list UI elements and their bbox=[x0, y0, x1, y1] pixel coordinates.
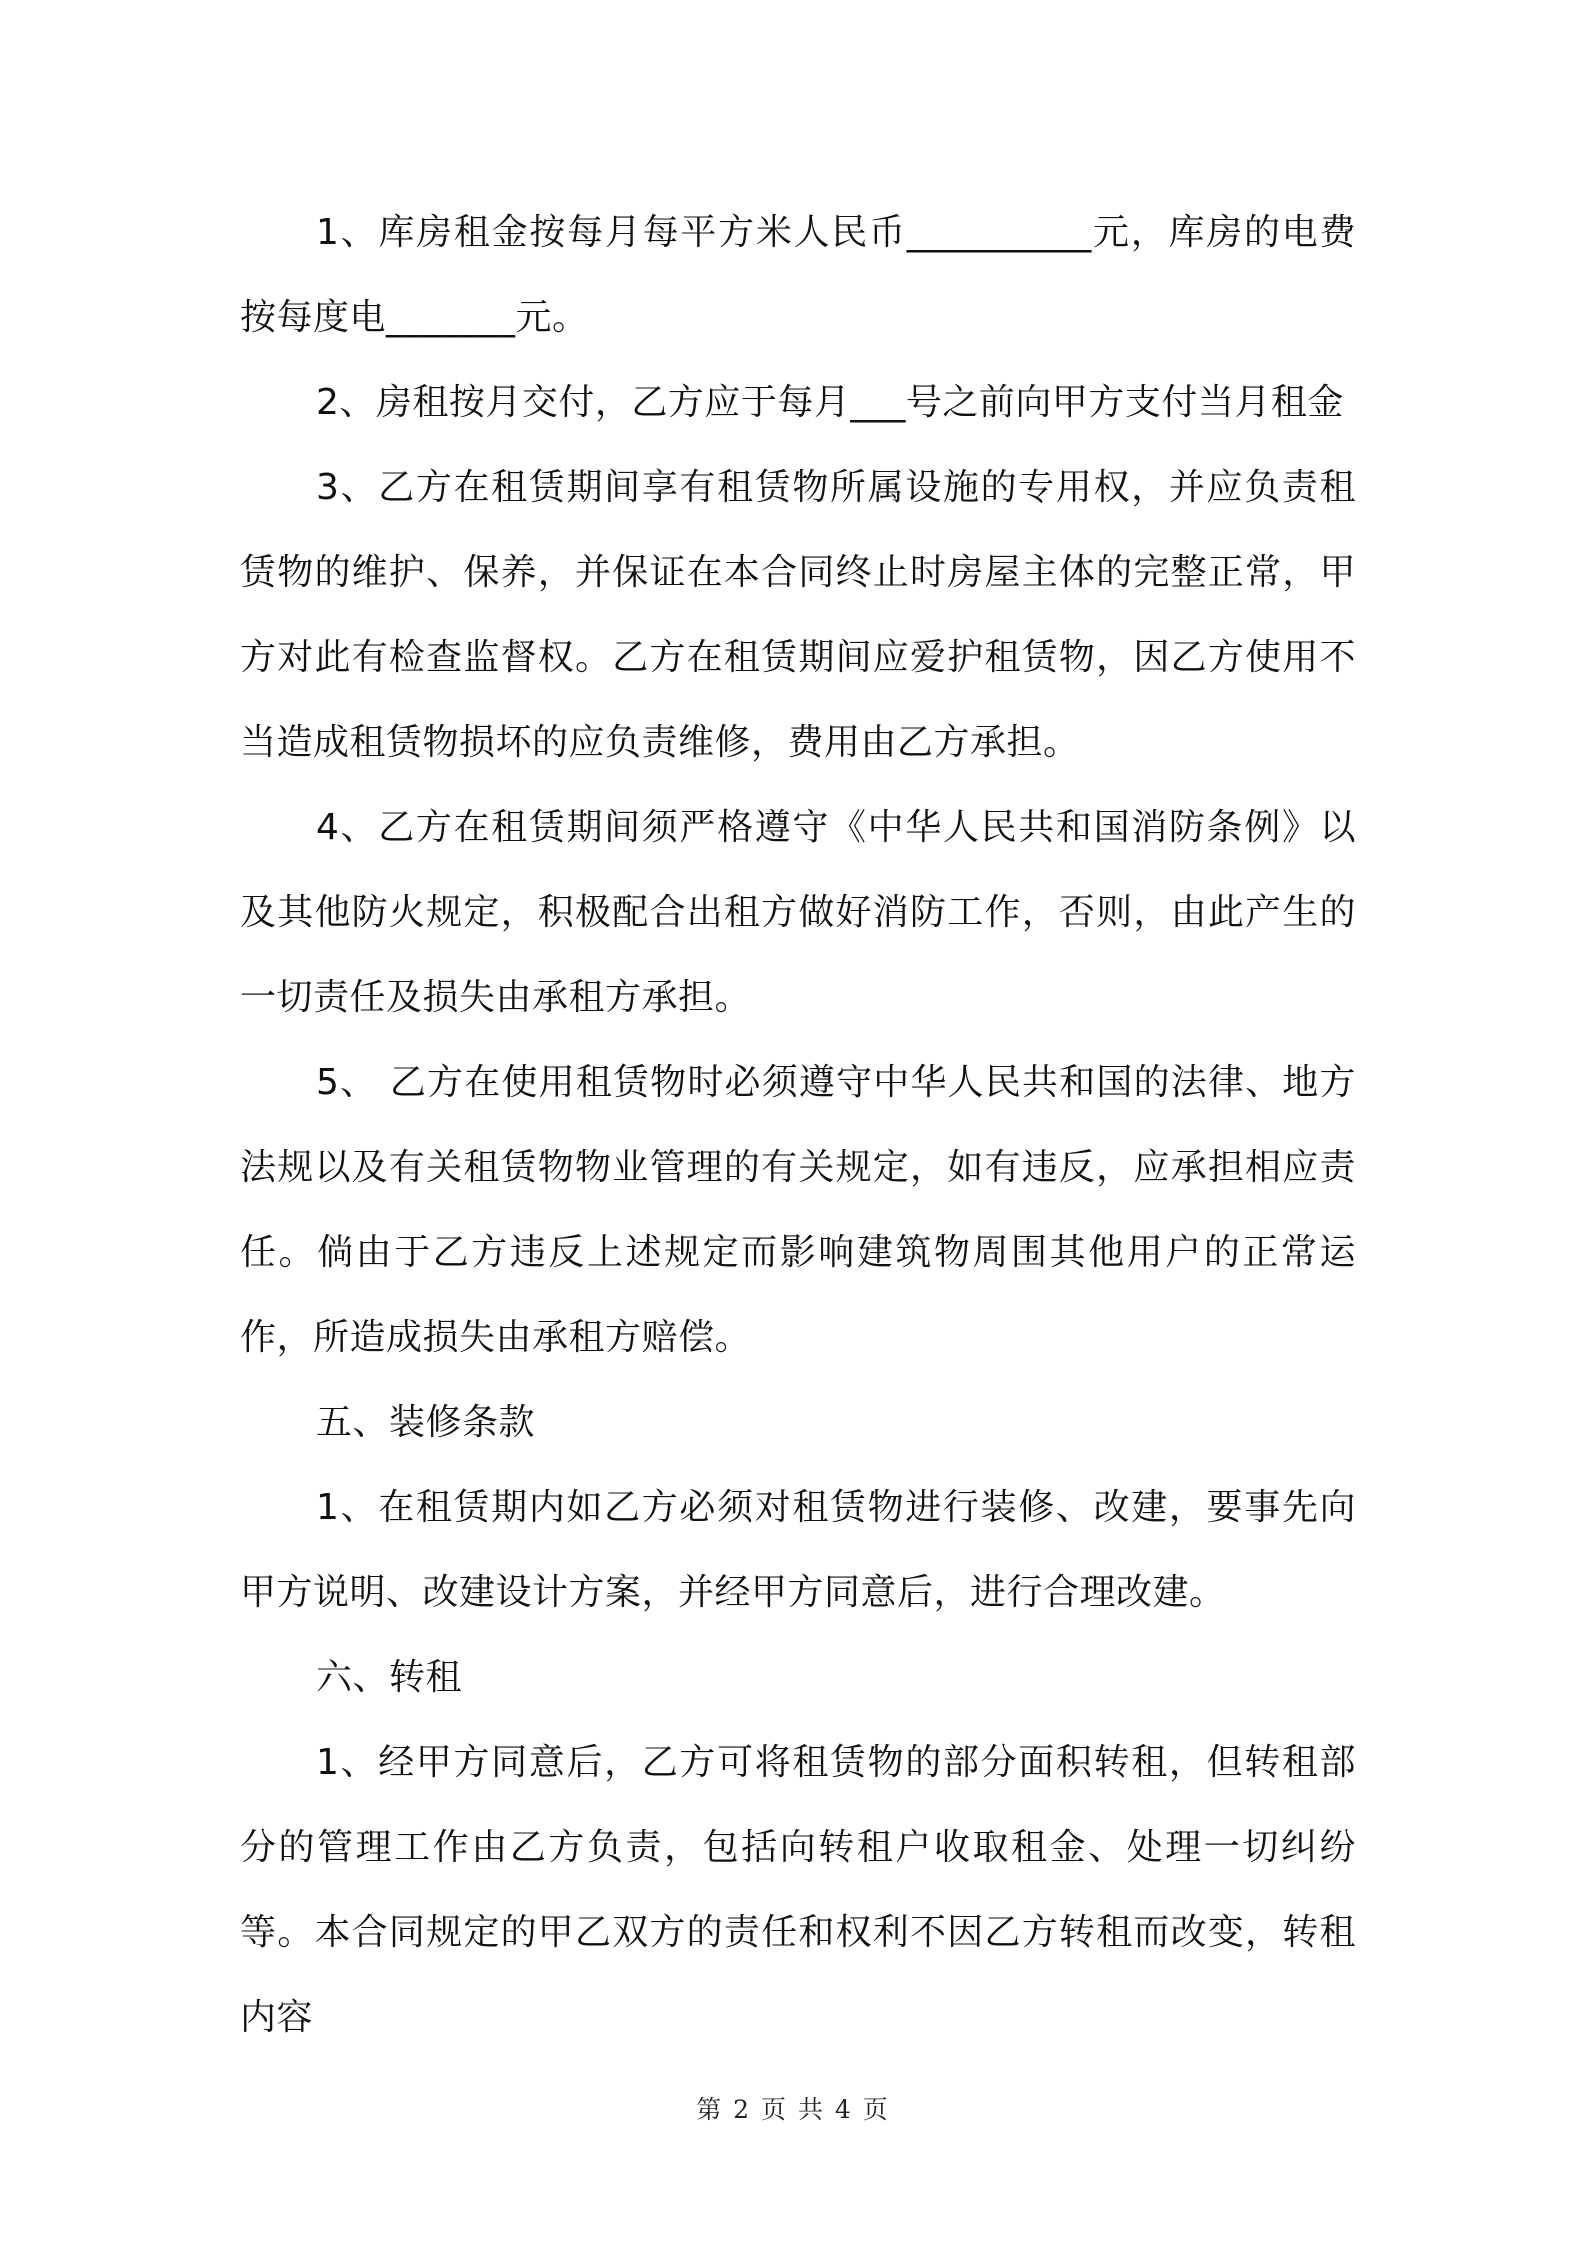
clause-legal-compliance: 5、 乙方在使用租赁物时必须遵守中华人民共和国的法律、地方法规以及有关租赁物物业管理的有关规定，如有违反，应承担相应责任。倘由于乙方违反上述规定而影响建筑物周围其他用户的正常运作，所造成损失由承租方赔偿。 bbox=[240, 1062, 1356, 1358]
clause-maintenance: 3、乙方在租赁期间享有租赁物所属设施的专用权，并应负责租赁物的维护、保养，并保证在本合同终止时房屋主体的完整正常，甲方对此有检查监督权。乙方在租赁期间应爱护租赁物，因乙方使用不当造成租赁物损坏的应负责维修，费用由乙方承担。 bbox=[240, 467, 1356, 763]
clause-fire-safety: 4、乙方在租赁期间须严格遵守《中华人民共和国消防条例》以及其他防火规定，积极配合出租方做好消防工作，否则，由此产生的一切责任及损失由承租方承担。 bbox=[240, 807, 1356, 1018]
clause-rent-rate: 1、库房租金按每月每平方米人民币__________元，库房的电费按每度电_______元。 bbox=[240, 212, 1356, 338]
document-body bbox=[240, 190, 1356, 2060]
section-heading-sublease: 六、转租 bbox=[316, 1657, 463, 1698]
clause-renovation: 1、在租赁期内如乙方必须对租赁物进行装修、改建，要事先向甲方说明、改建设计方案，并经甲方同意后，进行合理改建。 bbox=[240, 1487, 1356, 1613]
clause-rent-payment: 2、房租按月交付，乙方应于每月___号之前向甲方支付当月租金 bbox=[316, 382, 1344, 423]
page-number-footer: 第 2 页 共 4 页 bbox=[696, 2095, 890, 2124]
clause-sublease: 1、经甲方同意后，乙方可将租赁物的部分面积转租，但转租部分的管理工作由乙方负责，包括向转租户收取租金、处理一切纠纷等。本合同规定的甲乙双方的责任和权利不因乙方转租而改变，转租内容 bbox=[240, 1742, 1356, 2038]
section-heading-renovation: 五、装修条款 bbox=[316, 1402, 536, 1443]
